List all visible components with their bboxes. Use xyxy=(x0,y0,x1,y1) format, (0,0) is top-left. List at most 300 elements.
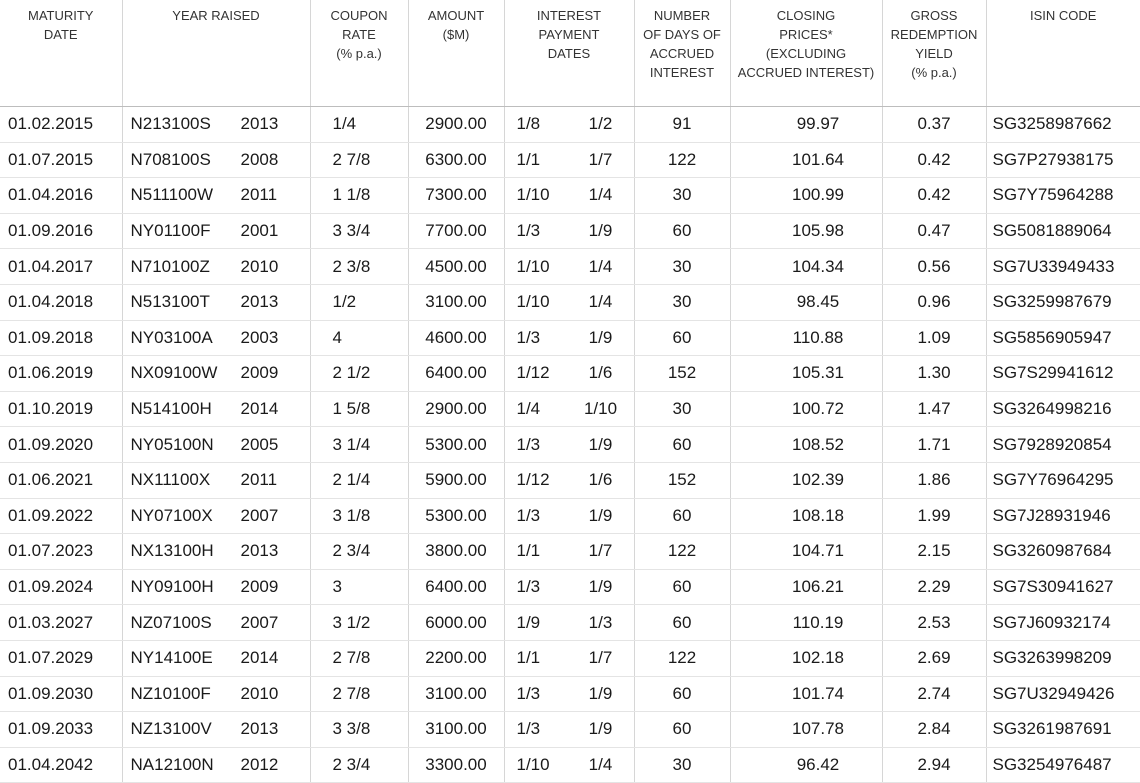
header-line: NUMBER xyxy=(653,8,711,23)
closing-price-cell: 110.88 xyxy=(730,320,882,356)
gross-redemption-yield-cell: 2.94 xyxy=(882,747,986,783)
gross-redemption-yield-cell: 0.42 xyxy=(882,142,986,178)
closing-price-cell: 106.21 xyxy=(730,569,882,605)
payment-date-1: 1/10 xyxy=(516,754,550,774)
table-row xyxy=(0,427,1140,463)
payment-date-1: 1/3 xyxy=(516,221,541,241)
payment-date-1: 1/12 xyxy=(516,363,550,383)
maturity-date-cell: 01.09.2030 xyxy=(0,676,122,712)
maturity-date-cell: 01.09.2018 xyxy=(0,320,122,356)
table-row xyxy=(0,640,1140,676)
closing-price-cell: 101.74 xyxy=(730,676,882,712)
closing-price-cell: 105.98 xyxy=(730,213,882,249)
gross-redemption-yield-cell: 0.47 xyxy=(882,213,986,249)
payment-date-1: 1/10 xyxy=(516,292,550,312)
bond-code: NY14100E xyxy=(130,648,213,668)
year-raised: 2013 xyxy=(240,292,279,312)
table-row xyxy=(0,320,1140,356)
payment-date-1: 1/10 xyxy=(516,185,550,205)
gross-redemption-yield-cell: 1.30 xyxy=(882,356,986,392)
amount-cell: 2900.00 xyxy=(408,107,504,143)
payment-date-1: 1/3 xyxy=(516,327,541,347)
amount-cell: 6400.00 xyxy=(408,356,504,392)
header-line: ($M) xyxy=(442,27,470,42)
table-row xyxy=(0,569,1140,605)
year-raised-cell xyxy=(122,213,310,249)
interest-payment-dates-cell xyxy=(504,178,634,214)
isin-code-cell: SG7J60932174 xyxy=(986,605,1140,641)
bond-code: N708100S xyxy=(130,149,211,169)
year-raised-cell xyxy=(122,356,310,392)
year-raised: 2014 xyxy=(240,648,279,668)
interest-payment-dates-cell xyxy=(504,249,634,285)
isin-code-cell: SG7S29941612 xyxy=(986,356,1140,392)
payment-date-2: 1/4 xyxy=(588,256,613,276)
isin-code-cell: SG7U32949426 xyxy=(986,676,1140,712)
days-accrued-cell: 152 xyxy=(634,356,730,392)
year-raised-cell xyxy=(122,284,310,320)
isin-code-cell: SG3261987691 xyxy=(986,712,1140,748)
days-accrued-cell: 60 xyxy=(634,605,730,641)
interest-payment-dates-cell xyxy=(504,462,634,498)
amount-cell: 6300.00 xyxy=(408,142,504,178)
interest-payment-dates-cell xyxy=(504,534,634,570)
year-raised: 2011 xyxy=(240,185,278,205)
payment-date-1: 1/3 xyxy=(516,683,541,703)
payment-date-2: 1/9 xyxy=(588,505,613,525)
gross-redemption-yield-cell: 2.29 xyxy=(882,569,986,605)
interest-payment-dates-cell xyxy=(504,213,634,249)
interest-payment-dates-cell xyxy=(504,391,634,427)
coupon-rate-cell: 3 3/8 xyxy=(310,712,408,748)
year-raised-cell xyxy=(122,498,310,534)
header-line: OF DAYS OF xyxy=(643,27,721,42)
header-line: ACCRUED xyxy=(649,46,715,61)
interest-payment-dates-cell xyxy=(504,356,634,392)
year-raised-cell xyxy=(122,569,310,605)
table-row xyxy=(0,747,1140,783)
amount-cell: 7700.00 xyxy=(408,213,504,249)
payment-date-1: 1/1 xyxy=(516,541,541,561)
year-raised-cell xyxy=(122,427,310,463)
year-raised: 2013 xyxy=(240,541,279,561)
header-line: (% p.a.) xyxy=(911,65,957,80)
table-row xyxy=(0,356,1140,392)
table-row xyxy=(0,605,1140,641)
maturity-date-cell: 01.02.2015 xyxy=(0,107,122,143)
coupon-rate-cell: 2 3/8 xyxy=(310,249,408,285)
maturity-date-cell: 01.10.2019 xyxy=(0,391,122,427)
year-raised-cell xyxy=(122,747,310,783)
year-raised: 2005 xyxy=(240,434,279,454)
header-maturity-date xyxy=(0,0,122,107)
header-line: PRICES* xyxy=(779,27,833,42)
interest-payment-dates-cell xyxy=(504,284,634,320)
isin-code-cell: SG7P27938175 xyxy=(986,142,1140,178)
gross-redemption-yield-cell: 1.47 xyxy=(882,391,986,427)
maturity-date-cell: 01.09.2033 xyxy=(0,712,122,748)
interest-payment-dates-cell xyxy=(504,569,634,605)
header-row xyxy=(0,0,1140,107)
bond-code: N514100H xyxy=(130,399,212,419)
interest-payment-dates-cell xyxy=(504,676,634,712)
header-line: GROSS xyxy=(910,8,958,23)
gross-redemption-yield-cell: 1.09 xyxy=(882,320,986,356)
closing-price-cell: 107.78 xyxy=(730,712,882,748)
year-raised: 2008 xyxy=(240,149,279,169)
coupon-rate-cell: 2 1/2 xyxy=(310,356,408,392)
closing-price-cell: 100.72 xyxy=(730,391,882,427)
closing-price-cell: 108.52 xyxy=(730,427,882,463)
days-accrued-cell: 30 xyxy=(634,747,730,783)
payment-date-1: 1/1 xyxy=(516,648,541,668)
payment-date-2: 1/9 xyxy=(588,434,613,454)
payment-date-1: 1/4 xyxy=(516,399,541,419)
bond-code: NZ07100S xyxy=(130,612,212,632)
gross-redemption-yield-cell: 2.74 xyxy=(882,676,986,712)
days-accrued-cell: 60 xyxy=(634,498,730,534)
coupon-rate-cell: 2 7/8 xyxy=(310,640,408,676)
payment-date-1: 1/9 xyxy=(516,612,541,632)
closing-price-cell: 108.18 xyxy=(730,498,882,534)
interest-payment-dates-cell xyxy=(504,142,634,178)
payment-date-2: 1/4 xyxy=(588,754,613,774)
payment-date-1: 1/3 xyxy=(516,719,541,739)
bond-code: NZ10100F xyxy=(130,683,211,703)
closing-price-cell: 110.19 xyxy=(730,605,882,641)
isin-code-cell: SG7J28931946 xyxy=(986,498,1140,534)
header-isin-code xyxy=(986,0,1140,107)
year-raised-cell xyxy=(122,249,310,285)
amount-cell: 3800.00 xyxy=(408,534,504,570)
payment-date-2: 1/6 xyxy=(588,470,613,490)
payment-date-2: 1/2 xyxy=(588,114,613,134)
closing-price-cell: 99.97 xyxy=(730,107,882,143)
maturity-date-cell: 01.04.2016 xyxy=(0,178,122,214)
isin-code-cell: SG7U33949433 xyxy=(986,249,1140,285)
year-raised: 2003 xyxy=(240,327,279,347)
year-raised: 2012 xyxy=(240,754,279,774)
coupon-rate-cell: 2 3/4 xyxy=(310,747,408,783)
table-row xyxy=(0,178,1140,214)
header-line: INTEREST xyxy=(536,8,602,23)
days-accrued-cell: 122 xyxy=(634,640,730,676)
header-amount xyxy=(408,0,504,107)
payment-date-2: 1/9 xyxy=(588,683,613,703)
maturity-date-cell: 01.07.2029 xyxy=(0,640,122,676)
isin-code-cell: SG3264998216 xyxy=(986,391,1140,427)
days-accrued-cell: 60 xyxy=(634,427,730,463)
coupon-rate-cell: 1/2 xyxy=(310,284,408,320)
payment-date-1: 1/10 xyxy=(516,256,550,276)
amount-cell: 6000.00 xyxy=(408,605,504,641)
coupon-rate-cell: 1/4 xyxy=(310,107,408,143)
amount-cell: 7300.00 xyxy=(408,178,504,214)
year-raised-cell xyxy=(122,605,310,641)
gross-redemption-yield-cell: 0.42 xyxy=(882,178,986,214)
bond-code: NY01100F xyxy=(130,221,211,241)
header-coupon-rate xyxy=(310,0,408,107)
payment-date-1: 1/1 xyxy=(516,149,541,169)
payment-date-2: 1/4 xyxy=(588,185,613,205)
days-accrued-cell: 60 xyxy=(634,712,730,748)
maturity-date-cell: 01.06.2021 xyxy=(0,462,122,498)
coupon-rate-cell: 2 1/4 xyxy=(310,462,408,498)
maturity-date-cell: 01.09.2024 xyxy=(0,569,122,605)
header-line: DATE xyxy=(43,27,78,42)
maturity-date-cell: 01.04.2042 xyxy=(0,747,122,783)
payment-date-1: 1/8 xyxy=(516,114,541,134)
maturity-date-cell: 01.06.2019 xyxy=(0,356,122,392)
payment-date-2: 1/9 xyxy=(588,577,613,597)
header-line: MATURITY xyxy=(28,8,94,23)
isin-code-cell: SG7S30941627 xyxy=(986,569,1140,605)
amount-cell: 3100.00 xyxy=(408,284,504,320)
year-raised-cell xyxy=(122,320,310,356)
interest-payment-dates-cell xyxy=(504,427,634,463)
bond-code: N710100Z xyxy=(130,256,210,276)
isin-code-cell: SG5856905947 xyxy=(986,320,1140,356)
bond-code: NY03100A xyxy=(130,327,213,347)
closing-price-cell: 98.45 xyxy=(730,284,882,320)
isin-code-cell: SG3259987679 xyxy=(986,284,1140,320)
gross-redemption-yield-cell: 2.53 xyxy=(882,605,986,641)
coupon-rate-cell: 2 7/8 xyxy=(310,676,408,712)
bond-code: NY05100N xyxy=(130,434,214,454)
isin-code-cell: SG7928920854 xyxy=(986,427,1140,463)
coupon-rate-cell: 4 xyxy=(310,320,408,356)
bond-code: NX11100X xyxy=(130,470,211,490)
days-accrued-cell: 122 xyxy=(634,534,730,570)
interest-payment-dates-cell xyxy=(504,747,634,783)
days-accrued-cell: 30 xyxy=(634,391,730,427)
gross-redemption-yield-cell: 0.56 xyxy=(882,249,986,285)
maturity-date-cell: 01.09.2016 xyxy=(0,213,122,249)
payment-date-1: 1/12 xyxy=(516,470,550,490)
year-raised: 2009 xyxy=(240,363,279,383)
gross-redemption-yield-cell: 2.15 xyxy=(882,534,986,570)
days-accrued-cell: 91 xyxy=(634,107,730,143)
interest-payment-dates-cell xyxy=(504,107,634,143)
table-row xyxy=(0,213,1140,249)
coupon-rate-cell: 3 1/2 xyxy=(310,605,408,641)
gross-redemption-yield-cell: 0.96 xyxy=(882,284,986,320)
header-line: REDEMPTION xyxy=(890,27,978,42)
maturity-date-cell: 01.07.2023 xyxy=(0,534,122,570)
header-line: ISIN CODE xyxy=(1030,8,1097,23)
table-row xyxy=(0,142,1140,178)
coupon-rate-cell: 3 xyxy=(310,569,408,605)
header-closing-prices xyxy=(730,0,882,107)
header-line: DATES xyxy=(547,46,591,61)
year-raised-cell xyxy=(122,676,310,712)
payment-date-2: 1/3 xyxy=(588,612,613,632)
closing-price-cell: 104.34 xyxy=(730,249,882,285)
days-accrued-cell: 60 xyxy=(634,213,730,249)
year-raised: 2007 xyxy=(240,612,279,632)
closing-price-cell: 101.64 xyxy=(730,142,882,178)
amount-cell: 3300.00 xyxy=(408,747,504,783)
year-raised: 2011 xyxy=(240,470,278,490)
payment-date-2: 1/10 xyxy=(583,399,618,419)
year-raised: 2013 xyxy=(240,114,279,134)
maturity-date-cell: 01.09.2022 xyxy=(0,498,122,534)
amount-cell: 4600.00 xyxy=(408,320,504,356)
table-row xyxy=(0,534,1140,570)
closing-price-cell: 102.18 xyxy=(730,640,882,676)
amount-cell: 3100.00 xyxy=(408,712,504,748)
coupon-rate-cell: 2 3/4 xyxy=(310,534,408,570)
table-row xyxy=(0,284,1140,320)
payment-date-1: 1/3 xyxy=(516,505,541,525)
bond-code: NX13100H xyxy=(130,541,214,561)
bond-code: NZ13100V xyxy=(130,719,212,739)
header-line: COUPON xyxy=(330,8,388,23)
amount-cell: 5300.00 xyxy=(408,427,504,463)
maturity-date-cell: 01.04.2018 xyxy=(0,284,122,320)
payment-date-2: 1/7 xyxy=(588,541,613,561)
header-line: CLOSING xyxy=(776,8,836,23)
days-accrued-cell: 60 xyxy=(634,320,730,356)
bond-code: NY07100X xyxy=(130,505,213,525)
table-row xyxy=(0,107,1140,143)
table-row xyxy=(0,676,1140,712)
header-line: AMOUNT xyxy=(427,8,485,23)
isin-code-cell: SG3258987662 xyxy=(986,107,1140,143)
days-accrued-cell: 30 xyxy=(634,178,730,214)
closing-price-cell: 105.31 xyxy=(730,356,882,392)
interest-payment-dates-cell xyxy=(504,320,634,356)
coupon-rate-cell: 1 5/8 xyxy=(310,391,408,427)
header-line: (% p.a.) xyxy=(336,46,382,61)
isin-code-cell: SG3254976487 xyxy=(986,747,1140,783)
gross-redemption-yield-cell: 1.71 xyxy=(882,427,986,463)
year-raised-cell xyxy=(122,107,310,143)
header-days-accrued xyxy=(634,0,730,107)
maturity-date-cell: 01.07.2015 xyxy=(0,142,122,178)
header-line: (EXCLUDING xyxy=(765,46,847,61)
payment-date-1: 1/3 xyxy=(516,577,541,597)
year-raised-cell xyxy=(122,712,310,748)
payment-date-2: 1/7 xyxy=(588,149,613,169)
header-line: RATE xyxy=(342,27,376,42)
maturity-date-cell: 01.04.2017 xyxy=(0,249,122,285)
header-interest-payment-dates xyxy=(504,0,634,107)
gross-redemption-yield-cell: 1.86 xyxy=(882,462,986,498)
year-raised: 2001 xyxy=(240,221,279,241)
gross-redemption-yield-cell: 0.37 xyxy=(882,107,986,143)
gross-redemption-yield-cell: 2.84 xyxy=(882,712,986,748)
closing-price-cell: 102.39 xyxy=(730,462,882,498)
table-body xyxy=(0,107,1140,783)
interest-payment-dates-cell xyxy=(504,640,634,676)
interest-payment-dates-cell xyxy=(504,605,634,641)
closing-price-cell: 100.99 xyxy=(730,178,882,214)
payment-date-2: 1/6 xyxy=(588,363,613,383)
year-raised: 2010 xyxy=(240,683,279,703)
bond-code: N513100T xyxy=(130,292,210,312)
table-row xyxy=(0,249,1140,285)
amount-cell: 2900.00 xyxy=(408,391,504,427)
amount-cell: 6400.00 xyxy=(408,569,504,605)
header-line: ACCRUED INTEREST) xyxy=(737,65,875,80)
days-accrued-cell: 30 xyxy=(634,284,730,320)
year-raised: 2010 xyxy=(240,256,279,276)
year-raised: 2014 xyxy=(240,399,279,419)
gross-redemption-yield-cell: 1.99 xyxy=(882,498,986,534)
header-year-raised xyxy=(122,0,310,107)
bond-code: N213100S xyxy=(130,114,211,134)
coupon-rate-cell: 3 1/4 xyxy=(310,427,408,463)
maturity-date-cell: 01.03.2027 xyxy=(0,605,122,641)
header-gross-redemption-yield xyxy=(882,0,986,107)
days-accrued-cell: 60 xyxy=(634,676,730,712)
header-line: YEAR RAISED xyxy=(172,8,260,23)
year-raised-cell xyxy=(122,640,310,676)
payment-date-2: 1/9 xyxy=(588,327,613,347)
isin-code-cell: SG7Y76964295 xyxy=(986,462,1140,498)
table-row xyxy=(0,498,1140,534)
payment-date-1: 1/3 xyxy=(516,434,541,454)
table-row xyxy=(0,462,1140,498)
year-raised: 2009 xyxy=(240,577,279,597)
days-accrued-cell: 60 xyxy=(634,569,730,605)
interest-payment-dates-cell xyxy=(504,712,634,748)
payment-date-2: 1/7 xyxy=(588,648,613,668)
closing-price-cell: 96.42 xyxy=(730,747,882,783)
table-row xyxy=(0,712,1140,748)
year-raised-cell xyxy=(122,142,310,178)
days-accrued-cell: 30 xyxy=(634,249,730,285)
coupon-rate-cell: 2 7/8 xyxy=(310,142,408,178)
payment-date-2: 1/9 xyxy=(588,221,613,241)
bond-code: NA12100N xyxy=(130,754,214,774)
header-line: INTEREST xyxy=(649,65,715,80)
amount-cell: 5300.00 xyxy=(408,498,504,534)
days-accrued-cell: 152 xyxy=(634,462,730,498)
isin-code-cell: SG7Y75964288 xyxy=(986,178,1140,214)
gross-redemption-yield-cell: 2.69 xyxy=(882,640,986,676)
closing-price-cell: 104.71 xyxy=(730,534,882,570)
interest-payment-dates-cell xyxy=(504,498,634,534)
header-line: PAYMENT xyxy=(538,27,600,42)
coupon-rate-cell: 1 1/8 xyxy=(310,178,408,214)
payment-date-2: 1/4 xyxy=(588,292,613,312)
table-row xyxy=(0,391,1140,427)
year-raised: 2007 xyxy=(240,505,279,525)
amount-cell: 5900.00 xyxy=(408,462,504,498)
days-accrued-cell: 122 xyxy=(634,142,730,178)
amount-cell: 2200.00 xyxy=(408,640,504,676)
year-raised-cell xyxy=(122,462,310,498)
bond-code: N511100W xyxy=(130,185,214,205)
maturity-date-cell: 01.09.2020 xyxy=(0,427,122,463)
year-raised-cell xyxy=(122,178,310,214)
amount-cell: 4500.00 xyxy=(408,249,504,285)
bond-code: NX09100W xyxy=(130,363,218,383)
year-raised-cell xyxy=(122,391,310,427)
header-line: YIELD xyxy=(915,46,953,61)
year-raised-cell xyxy=(122,534,310,570)
isin-code-cell: SG5081889064 xyxy=(986,213,1140,249)
year-raised: 2013 xyxy=(240,719,279,739)
amount-cell: 3100.00 xyxy=(408,676,504,712)
bond-code: NY09100H xyxy=(130,577,214,597)
isin-code-cell: SG3260987684 xyxy=(986,534,1140,570)
coupon-rate-cell: 3 1/8 xyxy=(310,498,408,534)
isin-code-cell: SG3263998209 xyxy=(986,640,1140,676)
coupon-rate-cell: 3 3/4 xyxy=(310,213,408,249)
